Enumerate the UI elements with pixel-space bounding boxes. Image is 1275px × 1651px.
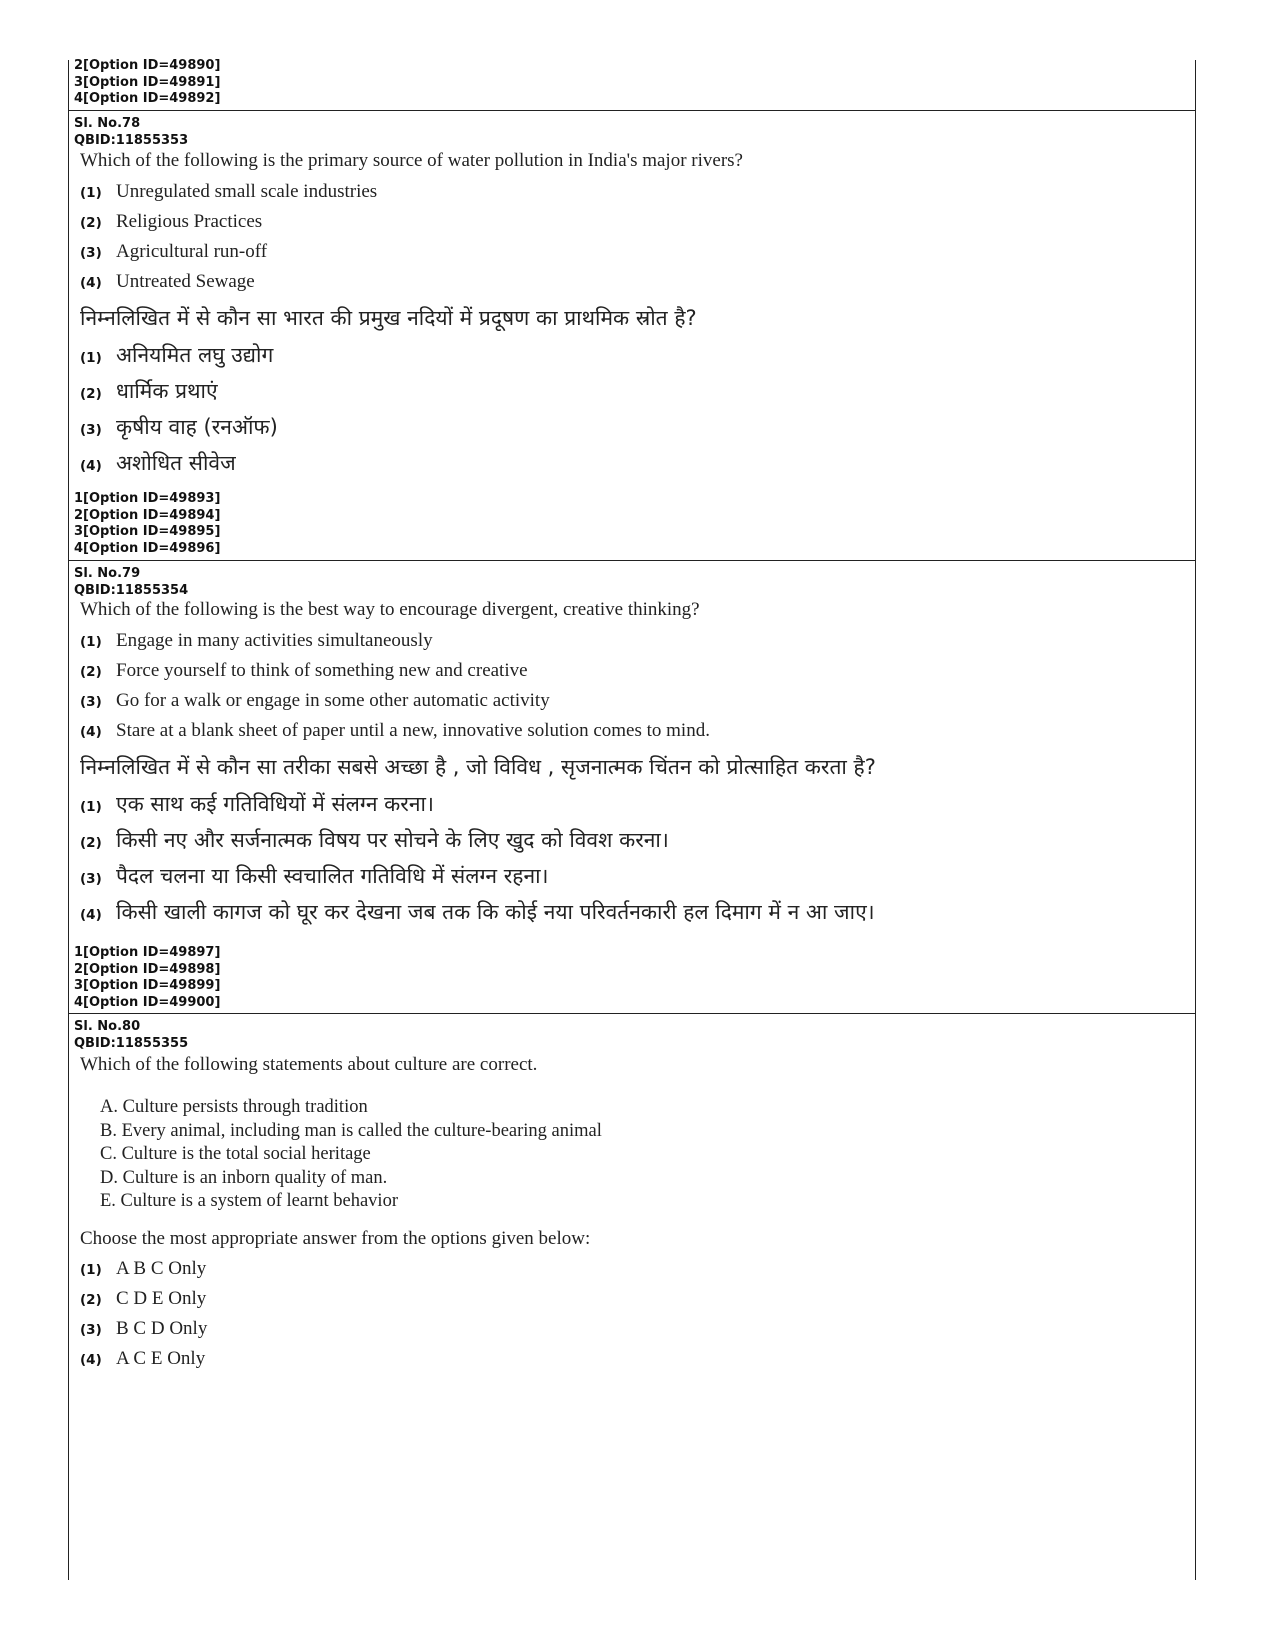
option-text: किसी खाली कागज को घूर कर देखना जब तक कि कोई नया परिवर्तनकारी हल दिमाग में न आ जाए।	[116, 900, 875, 924]
option-en	[80, 181, 377, 203]
option-number: (3)	[80, 694, 102, 710]
qbid: QBID:11855353	[74, 132, 189, 148]
option-number: (1)	[80, 799, 102, 815]
option-text: Force yourself to think of something new and creative	[116, 660, 528, 681]
option-text: Engage in many activities simultaneously	[116, 630, 433, 651]
option-id: 1[Option ID=49893]	[74, 491, 221, 506]
option-text: एक साथ कई गतिविधियों में संलग्न करना।	[116, 792, 434, 816]
option-number: (1)	[80, 1262, 102, 1278]
option-id: 4[Option ID=49892]	[74, 91, 221, 106]
question-divider	[68, 110, 1196, 111]
option-text: A C E Only	[116, 1348, 206, 1369]
option-number: (1)	[80, 634, 102, 650]
option-text: अनियमित लघु उद्योग	[116, 343, 274, 367]
option-en	[80, 241, 267, 263]
option-en	[80, 1258, 206, 1280]
statement: E. Culture is a system of learnt behavior	[100, 1191, 398, 1211]
option-number: (3)	[80, 245, 102, 261]
option-hi	[80, 377, 218, 405]
question-divider	[68, 560, 1196, 561]
option-text: Unregulated small scale industries	[116, 181, 378, 202]
option-text: अशोधित सीवेज	[116, 451, 236, 475]
option-en	[80, 660, 528, 682]
option-number: (4)	[80, 275, 102, 291]
option-en	[80, 720, 710, 742]
statement: B. Every animal, including man is called the culture-bearing animal	[100, 1120, 602, 1141]
serial-number: Sl. No.78	[74, 116, 141, 131]
question-text-en: Which of the following is the primary source of water pollution in India's major rivers?	[80, 150, 743, 171]
option-number: (3)	[80, 871, 102, 887]
option-text: C D E Only	[116, 1288, 207, 1309]
option-en	[80, 1348, 205, 1370]
option-id-list	[74, 945, 220, 1011]
option-number: (3)	[80, 1322, 102, 1338]
option-number: (3)	[80, 422, 102, 438]
statement: C. Culture is the total social heritage	[100, 1144, 371, 1164]
option-id: 2[Option ID=49894]	[74, 507, 221, 523]
option-id: 3[Option ID=49899]	[74, 978, 221, 993]
option-hi	[80, 862, 549, 890]
option-text: A B C Only	[116, 1258, 207, 1279]
serial-number: Sl. No.80	[74, 1019, 141, 1034]
question-header	[74, 566, 188, 599]
question-text-hi: निम्नलिखित में से कौन सा भारत की प्रमुख नदियों में प्रदूषण का प्राथमिक स्रोत है?	[80, 306, 697, 330]
qbid: QBID:11855354	[74, 582, 189, 598]
option-id: 1[Option ID=49897]	[74, 945, 221, 960]
option-text: धार्मिक प्रथाएं	[116, 379, 218, 403]
option-text: Untreated Sewage	[116, 271, 255, 292]
option-id: 3[Option ID=49891]	[74, 74, 221, 90]
option-en	[80, 1318, 207, 1340]
option-hi	[80, 449, 236, 477]
option-number: (4)	[80, 724, 102, 740]
question-text-en: Which of the following statements about culture are correct.	[80, 1054, 538, 1075]
option-text: पैदल चलना या किसी स्वचालित गतिविधि में संलग्न रहना।	[116, 864, 549, 888]
option-id-list	[74, 58, 220, 108]
option-number: (2)	[80, 1292, 102, 1308]
option-number: (2)	[80, 835, 102, 851]
question-divider	[68, 1013, 1196, 1014]
option-number: (1)	[80, 185, 102, 201]
option-number: (4)	[80, 1352, 102, 1368]
option-text: Stare at a blank sheet of paper until a new, innovative solution comes to mind.	[116, 720, 710, 741]
option-hi	[80, 790, 434, 818]
option-id: 2[Option ID=49898]	[74, 961, 221, 977]
option-en	[80, 690, 550, 712]
option-hi	[80, 341, 273, 369]
option-id: 2[Option ID=49890]	[74, 58, 221, 73]
option-hi	[80, 413, 278, 441]
statement-list	[100, 1096, 602, 1214]
instruction-text: Choose the most appropriate answer from the options given below:	[80, 1228, 591, 1249]
option-text: कृषीय वाह (रनऑफ)	[116, 415, 278, 439]
qbid: QBID:11855355	[74, 1035, 189, 1051]
option-en	[80, 630, 433, 652]
option-number: (4)	[80, 907, 102, 923]
option-en	[80, 271, 255, 293]
question-text-hi: निम्नलिखित में से कौन सा तरीका सबसे अच्छा है , जो विविध , सृजनात्मक चिंतन को प्रोत्साहित करता है?	[80, 755, 876, 779]
option-id: 4[Option ID=49900]	[74, 994, 221, 1010]
option-text: किसी नए और सर्जनात्मक विषय पर सोचने के लिए खुद को विवश करना।	[116, 828, 669, 852]
option-number: (2)	[80, 386, 102, 402]
option-text: Go for a walk or engage in some other automatic activity	[116, 690, 550, 711]
option-en	[80, 1288, 206, 1310]
option-number: (4)	[80, 458, 102, 474]
question-header	[74, 116, 188, 149]
option-number: (1)	[80, 350, 102, 366]
question-text-en: Which of the following is the best way to encourage divergent, creative thinking?	[80, 599, 700, 620]
option-text: Agricultural run-off	[116, 241, 268, 262]
option-hi	[80, 898, 875, 926]
option-hi	[80, 826, 669, 854]
option-id-list	[74, 491, 220, 557]
option-number: (2)	[80, 664, 102, 680]
option-text: Religious Practices	[116, 211, 263, 232]
option-en	[80, 211, 262, 233]
option-id: 3[Option ID=49895]	[74, 524, 221, 539]
question-header	[74, 1019, 188, 1052]
option-id: 4[Option ID=49896]	[74, 540, 221, 556]
statement: D. Culture is an inborn quality of man.	[100, 1167, 388, 1188]
statement: A. Culture persists through tradition	[100, 1097, 368, 1117]
option-number: (2)	[80, 215, 102, 231]
serial-number: Sl. No.79	[74, 566, 141, 581]
option-text: B C D Only	[116, 1318, 208, 1339]
